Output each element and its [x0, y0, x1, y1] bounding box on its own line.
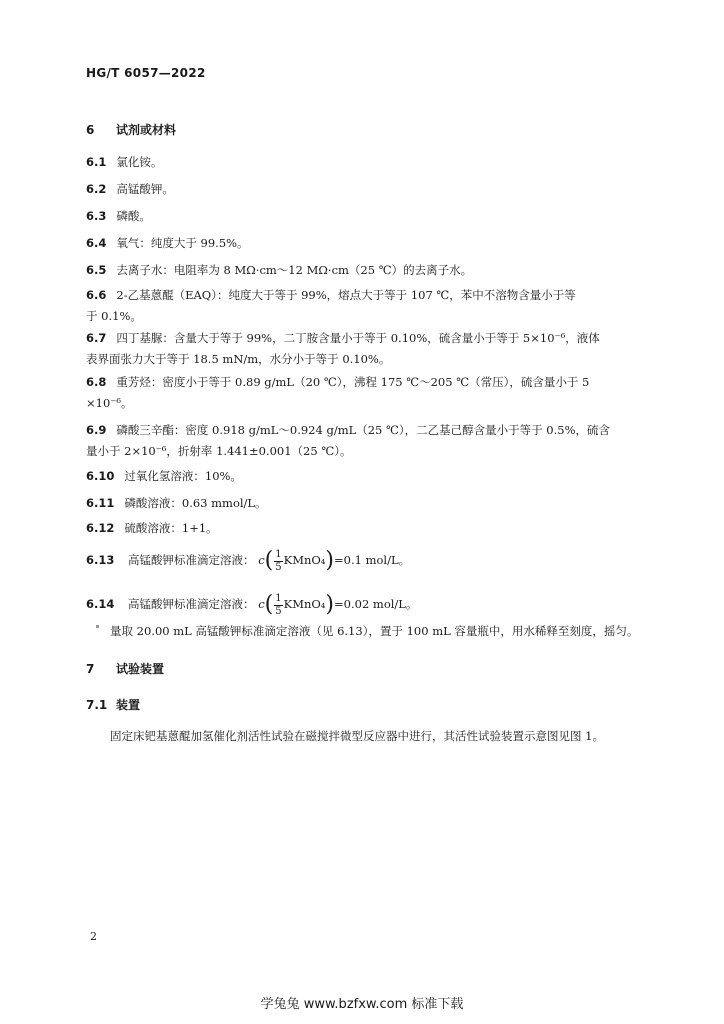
item-text: 磷酸溶液：0.63 mmol/L。 [124, 496, 267, 510]
item-6-5 [86, 260, 652, 281]
item-text-continued: 量小于 2×10⁻⁶，折射率 1.441±0.001（25 ℃）。 [86, 444, 352, 458]
item-text: 四丁基脲：含量大于等于 99%，二丁胺含量小于等于 0.10%，硫含量小于等于 5×10⁻⁶，液体 [116, 331, 600, 345]
open-paren-symbol: ( [264, 548, 274, 573]
section-title: 试剂或材料 [116, 123, 177, 137]
item-text: 2-乙基蒽醌（EAQ）：纯度大于等于 99%，熔点大于等于 107 ℃，苯中不溶物含量小于等 [116, 288, 576, 302]
item-6-2 [86, 179, 652, 200]
item-text: 过氧化氢溶液：10%。 [124, 469, 242, 483]
item-text: 氯化铵。 [116, 155, 163, 169]
item-number: 6.13 [86, 553, 115, 567]
item-6-1 [86, 152, 652, 173]
item-label: 高锰酸钾标准滴定溶液： [128, 553, 255, 567]
fraction-denominator: 5 [275, 605, 282, 617]
item-number: 6.1 [86, 155, 107, 169]
section-title: 试验装置 [116, 662, 165, 676]
item-6-13 [86, 545, 652, 575]
fraction [274, 549, 282, 574]
item-text-continued: 于 0.1%。 [86, 309, 142, 323]
item-text: 高锰酸钾。 [116, 182, 174, 196]
item-number: 6.3 [86, 209, 107, 223]
item-number: 6.6 [86, 288, 107, 302]
item-text: 去离子水：电阻率为 8 MΩ·cm～12 MΩ·cm（25 ℃）的去离子水。 [116, 263, 473, 277]
fraction-numerator: 1 [275, 548, 282, 560]
chemical-formula: KMnO₄ [283, 553, 326, 567]
item-label: 高锰酸钾标准滴定溶液： [128, 597, 255, 611]
item-text-continued: 表界面张力大于等于 18.5 mN/m，水分小于等于 0.10%。 [86, 352, 391, 366]
concentration-symbol: c [258, 553, 265, 567]
subsection-number: 7.1 [86, 698, 108, 712]
item-6-7 [86, 328, 652, 370]
subsection-7-1-heading [86, 696, 140, 713]
close-paren-symbol: ) [325, 592, 335, 617]
section-7-heading [86, 660, 164, 677]
item-6-11 [86, 493, 652, 514]
section-7-1-paragraph: 固定床钯基蒽醌加氢催化剂活性试验在磁搅拌微型反应器中进行，其活性试验装置示意图见图 1。 [110, 729, 604, 743]
item-6-8 [86, 372, 652, 414]
item-6-12 [86, 518, 652, 539]
close-paren-symbol: ) [325, 548, 335, 573]
fraction [274, 593, 282, 618]
item-number: 6.2 [86, 182, 107, 196]
item-number: 6.7 [86, 331, 107, 345]
item-text: 磷酸。 [116, 209, 151, 223]
item-number: 6.14 [86, 597, 115, 611]
fraction-denominator: 5 [275, 561, 282, 573]
item-6-10 [86, 466, 652, 487]
item-6-4 [86, 233, 652, 254]
item-6-3 [86, 206, 652, 227]
page-number: 2 [90, 930, 97, 943]
note-6-14: 量取 20.00 mL 高锰酸钾标准滴定溶液（见 6.13），置于 100 mL 容量瓶中，用水稀释至刻度，摇匀。 [110, 624, 639, 638]
item-number: 6.10 [86, 469, 115, 483]
section-number: 6 [86, 123, 95, 137]
item-6-14 [86, 589, 652, 619]
footer-watermark: 学兔兔 www.bzfxw.com 标准下载 [260, 997, 464, 1012]
item-text: 重芳烃：密度小于等于 0.89 g/mL（20 ℃），沸程 175 ℃～205 ℃（常压），硫含量小于 5 [116, 375, 590, 389]
item-text: 氧气：纯度大于 99.5%。 [116, 236, 249, 250]
section-6-heading [86, 121, 176, 138]
item-text-continued: ×10⁻⁶。 [86, 396, 133, 410]
chemical-formula: KMnO₄ [283, 597, 326, 611]
concentration-symbol: c [258, 597, 265, 611]
item-6-6 [86, 285, 652, 327]
item-number: 6.5 [86, 263, 107, 277]
item-number: 6.4 [86, 236, 107, 250]
item-6-9 [86, 420, 652, 462]
open-paren-symbol: ( [264, 592, 274, 617]
item-number: 6.11 [86, 496, 115, 510]
item-text: 硫酸溶液：1+1。 [124, 521, 218, 535]
subsection-title: 装置 [116, 698, 141, 712]
item-value: =0.02 mol/L。 [334, 597, 418, 611]
item-number: 6.12 [86, 521, 115, 535]
item-text: 磷酸三辛酯：密度 0.918 g/mL～0.924 g/mL（25 ℃），二乙基己醇含量小于等于 0.5%，硫含 [116, 423, 611, 437]
item-number: 6.8 [86, 375, 107, 389]
standard-code: HG/T 6057—2022 [86, 66, 206, 80]
fraction-numerator: 1 [275, 592, 282, 604]
item-number: 6.9 [86, 423, 107, 437]
item-value: =0.1 mol/L。 [334, 553, 411, 567]
section-number: 7 [86, 662, 95, 676]
